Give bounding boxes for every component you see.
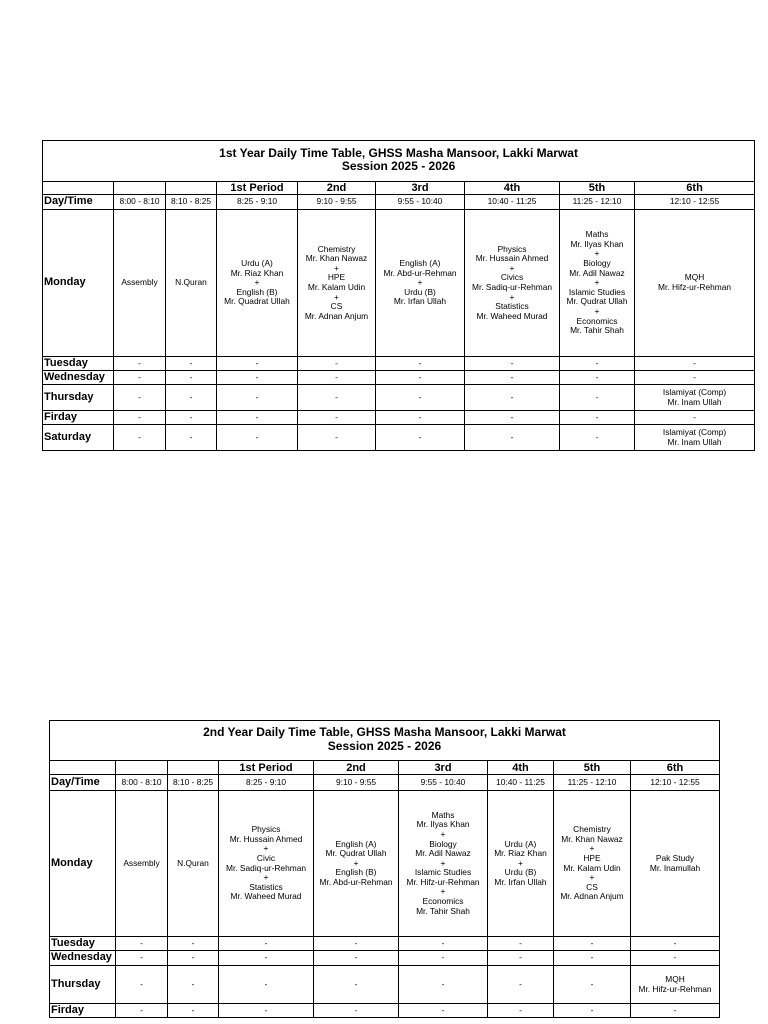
- schedule-cell: English (A) Mr. Qudrat Ullah + English (B) Mr. Abd-ur-Rehman: [314, 791, 399, 937]
- schedule-cell: -: [399, 1004, 488, 1018]
- schedule-cell: -: [298, 411, 376, 425]
- session-text: Session 2025 - 2026: [327, 738, 442, 753]
- schedule-cell: Urdu (A) Mr. Riaz Khan + English (B) Mr. Quadrat Ullah: [217, 210, 298, 357]
- corner-cell: [43, 182, 114, 195]
- schedule-cell: -: [219, 937, 314, 951]
- corner-cell: [50, 761, 116, 775]
- schedule-cell: -: [166, 357, 217, 371]
- schedule-cell: -: [488, 951, 554, 966]
- time-slot-cell: 10:40 - 11:25: [488, 775, 554, 791]
- schedule-cell: -: [114, 357, 166, 371]
- schedule-cell: -: [399, 937, 488, 951]
- schedule-cell: -: [166, 371, 217, 385]
- period-header-cell: 2nd: [298, 182, 376, 195]
- period-header-cell: [168, 761, 219, 775]
- schedule-cell: -: [465, 385, 560, 411]
- day-name-cell: Thursday: [43, 385, 114, 411]
- schedule-cell: N.Quran: [166, 210, 217, 357]
- day-row-thursday: [43, 385, 755, 411]
- day-row-monday: [43, 210, 755, 357]
- schedule-cell: -: [166, 385, 217, 411]
- schedule-cell: Chemistry Mr. Khan Nawaz + HPE Mr. Kalam Udin + CS Mr. Adnan Anjum: [298, 210, 376, 357]
- day-name-cell: Firday: [43, 411, 114, 425]
- schedule-cell: -: [554, 937, 631, 951]
- first-year-body: [43, 141, 755, 451]
- time-slot-cell: 9:55 - 10:40: [376, 195, 465, 210]
- schedule-cell: Assembly: [116, 791, 168, 937]
- schedule-cell: -: [560, 425, 635, 451]
- period-header-cell: 3rd: [376, 182, 465, 195]
- timetable-title-text: 2nd Year Daily Time Table, GHSS Masha Mansoor, Lakki Marwat: [203, 725, 566, 739]
- schedule-cell: -: [298, 371, 376, 385]
- time-slot-cell: 10:40 - 11:25: [465, 195, 560, 210]
- schedule-cell: Maths Mr. Ilyas Khan + Biology Mr. Adil Nawaz + Islamic Studies Mr. Qudrat Ullah + Economics Mr. Tahir Shah: [560, 210, 635, 357]
- schedule-cell: Islamiyat (Comp) Mr. Inam Ullah: [635, 425, 755, 451]
- schedule-cell: -: [219, 951, 314, 966]
- period-header-cell: [114, 182, 166, 195]
- time-slot-cell: 9:10 - 9:55: [314, 775, 399, 791]
- time-slot-cell: 8:25 - 9:10: [219, 775, 314, 791]
- schedule-cell: MQH Mr. Hifz-ur-Rehman: [635, 210, 755, 357]
- schedule-cell: -: [166, 411, 217, 425]
- schedule-cell: -: [217, 385, 298, 411]
- period-header-cell: 4th: [488, 761, 554, 775]
- day-name-cell: Monday: [43, 210, 114, 357]
- schedule-cell: -: [560, 371, 635, 385]
- period-header-cell: 6th: [635, 182, 755, 195]
- day-name-cell: Saturday: [43, 425, 114, 451]
- schedule-cell: -: [314, 966, 399, 1004]
- time-slot-cell: 8:25 - 9:10: [217, 195, 298, 210]
- time-slot-cell: 9:10 - 9:55: [298, 195, 376, 210]
- period-header-cell: 1st Period: [217, 182, 298, 195]
- schedule-cell: -: [314, 951, 399, 966]
- schedule-cell: -: [168, 951, 219, 966]
- schedule-cell: -: [488, 1004, 554, 1018]
- schedule-cell: -: [114, 371, 166, 385]
- schedule-cell: Physics Mr. Hussain Ahmed + Civics Mr. Sadiq-ur-Rehman + Statistics Mr. Waheed Murad: [465, 210, 560, 357]
- day-row-firday: [50, 1004, 720, 1018]
- period-header-cell: 5th: [560, 182, 635, 195]
- schedule-cell: -: [219, 1004, 314, 1018]
- schedule-cell: -: [219, 966, 314, 1004]
- schedule-cell: Chemistry Mr. Khan Nawaz + HPE Mr. Kalam Udin + CS Mr. Adnan Anjum: [554, 791, 631, 937]
- day-row-monday: [50, 791, 720, 937]
- schedule-cell: -: [116, 966, 168, 1004]
- schedule-cell: -: [376, 357, 465, 371]
- schedule-cell: -: [631, 937, 720, 951]
- schedule-cell: -: [635, 357, 755, 371]
- schedule-cell: -: [116, 937, 168, 951]
- schedule-cell: -: [376, 411, 465, 425]
- schedule-cell: -: [488, 937, 554, 951]
- period-header-cell: 3rd: [399, 761, 488, 775]
- schedule-cell: -: [554, 966, 631, 1004]
- schedule-cell: -: [635, 371, 755, 385]
- period-header-cell: 4th: [465, 182, 560, 195]
- schedule-cell: -: [488, 966, 554, 1004]
- schedule-cell: -: [298, 385, 376, 411]
- period-header-row: [43, 182, 755, 195]
- schedule-cell: N.Quran: [168, 791, 219, 937]
- time-slot-cell: 12:10 - 12:55: [631, 775, 720, 791]
- time-slot-cell: 8:00 - 8:10: [114, 195, 166, 210]
- day-row-saturday: [43, 425, 755, 451]
- schedule-cell: -: [560, 357, 635, 371]
- schedule-cell: -: [217, 411, 298, 425]
- day-name-cell: Tuesday: [50, 937, 116, 951]
- schedule-cell: Physics Mr. Hussain Ahmed + Civic Mr. Sadiq-ur-Rehman + Statistics Mr. Waheed Murad: [219, 791, 314, 937]
- timetable-title: [50, 721, 720, 761]
- schedule-cell: -: [465, 357, 560, 371]
- schedule-cell: English (A) Mr. Abd-ur-Rehman + Urdu (B) Mr. Irfan Ullah: [376, 210, 465, 357]
- day-name-cell: Wednesday: [50, 951, 116, 966]
- schedule-cell: -: [560, 411, 635, 425]
- schedule-cell: -: [298, 357, 376, 371]
- session-text: Session 2025 - 2026: [341, 159, 456, 173]
- day-name-cell: Thursday: [50, 966, 116, 1004]
- schedule-cell: -: [298, 425, 376, 451]
- schedule-cell: -: [635, 411, 755, 425]
- schedule-cell: -: [314, 1004, 399, 1018]
- day-name-cell: Firday: [50, 1004, 116, 1018]
- day-row-tuesday: [50, 937, 720, 951]
- period-header-cell: 1st Period: [219, 761, 314, 775]
- day-name-cell: Monday: [50, 791, 116, 937]
- schedule-cell: MQH Mr. Hifz-ur-Rehman: [631, 966, 720, 1004]
- timetable-title: [43, 141, 755, 182]
- schedule-cell: -: [114, 385, 166, 411]
- day-row-tuesday: [43, 357, 755, 371]
- schedule-cell: -: [114, 425, 166, 451]
- day-time-label: Day/Time: [50, 775, 116, 791]
- second-year-timetable: [49, 720, 720, 1018]
- schedule-cell: -: [116, 951, 168, 966]
- schedule-cell: -: [116, 1004, 168, 1018]
- period-header-cell: 6th: [631, 761, 720, 775]
- day-row-wednesday: [50, 951, 720, 966]
- schedule-cell: -: [217, 371, 298, 385]
- schedule-cell: -: [217, 425, 298, 451]
- period-header-row: [50, 761, 720, 775]
- schedule-cell: -: [399, 951, 488, 966]
- schedule-cell: -: [376, 425, 465, 451]
- time-slot-cell: 11:25 - 12:10: [554, 775, 631, 791]
- schedule-cell: Islamiyat (Comp) Mr. Inam Ullah: [635, 385, 755, 411]
- schedule-cell: -: [168, 1004, 219, 1018]
- schedule-cell: -: [166, 425, 217, 451]
- schedule-cell: -: [465, 411, 560, 425]
- day-time-label: Day/Time: [43, 195, 114, 210]
- time-slot-cell: 8:10 - 8:25: [168, 775, 219, 791]
- day-name-cell: Tuesday: [43, 357, 114, 371]
- time-slot-cell: 11:25 - 12:10: [560, 195, 635, 210]
- time-slot-cell: 8:00 - 8:10: [116, 775, 168, 791]
- schedule-cell: -: [554, 951, 631, 966]
- schedule-cell: -: [465, 425, 560, 451]
- day-row-wednesday: [43, 371, 755, 385]
- time-slot-cell: 9:55 - 10:40: [399, 775, 488, 791]
- period-header-cell: [116, 761, 168, 775]
- day-row-firday: [43, 411, 755, 425]
- schedule-cell: Pak Study Mr. Inamullah: [631, 791, 720, 937]
- schedule-cell: -: [376, 385, 465, 411]
- schedule-cell: -: [560, 385, 635, 411]
- time-header-row: [50, 775, 720, 791]
- time-slot-cell: 8:10 - 8:25: [166, 195, 217, 210]
- schedule-cell: -: [314, 937, 399, 951]
- first-year-timetable: [42, 140, 755, 451]
- time-header-row: [43, 195, 755, 210]
- day-name-cell: Wednesday: [43, 371, 114, 385]
- schedule-cell: Maths Mr. Ilyas Khan + Biology Mr. Adil Nawaz + Islamic Studies Mr. Hifz-ur-Rehman + Economics Mr. Tahir Shah: [399, 791, 488, 937]
- schedule-cell: -: [554, 1004, 631, 1018]
- period-header-cell: 5th: [554, 761, 631, 775]
- schedule-cell: -: [168, 937, 219, 951]
- second-year-body: [50, 721, 720, 1018]
- schedule-cell: -: [399, 966, 488, 1004]
- period-header-cell: 2nd: [314, 761, 399, 775]
- schedule-cell: Assembly: [114, 210, 166, 357]
- schedule-cell: -: [217, 357, 298, 371]
- day-row-thursday: [50, 966, 720, 1004]
- schedule-cell: -: [631, 1004, 720, 1018]
- schedule-cell: -: [376, 371, 465, 385]
- schedule-cell: -: [114, 411, 166, 425]
- schedule-cell: -: [465, 371, 560, 385]
- time-slot-cell: 12:10 - 12:55: [635, 195, 755, 210]
- schedule-cell: Urdu (A) Mr. Riaz Khan + Urdu (B) Mr. Irfan Ullah: [488, 791, 554, 937]
- schedule-cell: -: [168, 966, 219, 1004]
- timetable-title-text: 1st Year Daily Time Table, GHSS Masha Mansoor, Lakki Marwat: [219, 145, 578, 160]
- schedule-cell: -: [631, 951, 720, 966]
- period-header-cell: [166, 182, 217, 195]
